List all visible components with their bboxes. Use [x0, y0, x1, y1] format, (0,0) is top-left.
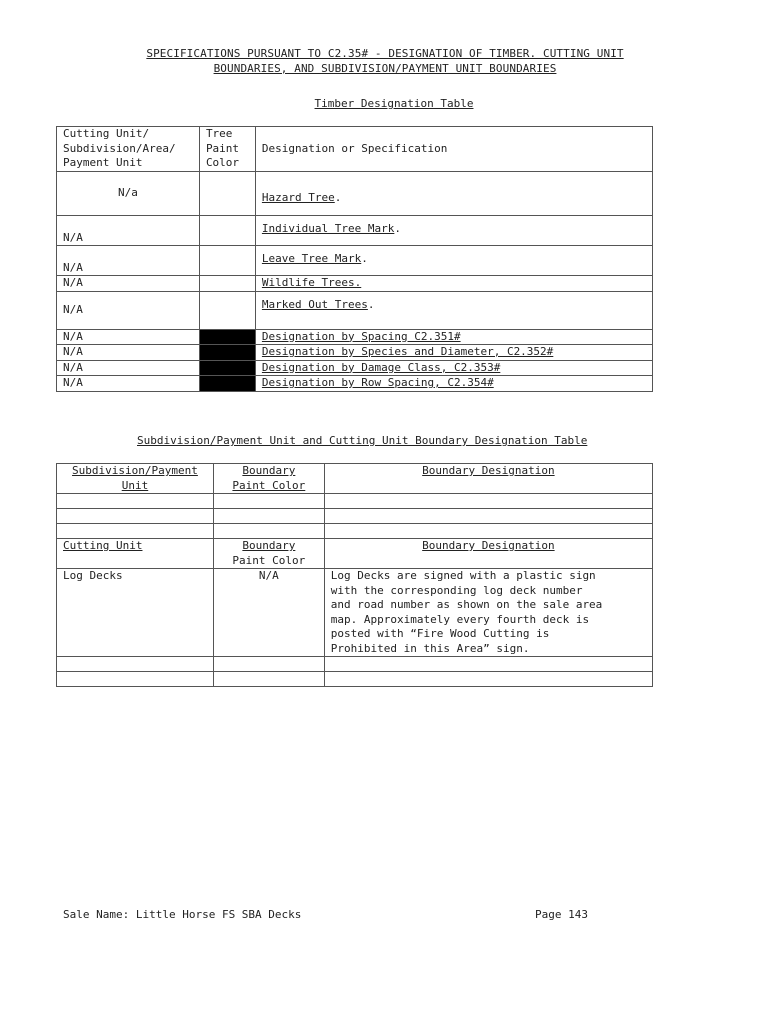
- designation-line: map. Approximately every fourth deck is: [330, 612, 590, 626]
- header-text: Cutting Unit/: [63, 127, 150, 140]
- header-text: Payment Unit: [63, 156, 143, 169]
- spec-cell: [255, 276, 652, 292]
- table-row: [57, 376, 653, 392]
- table-row: [57, 329, 653, 345]
- empty-cell: [213, 509, 324, 524]
- table-row: [57, 345, 653, 361]
- unit-cell: N/A: [57, 276, 200, 292]
- log-decks-color: N/A: [213, 569, 324, 657]
- header-cutting-unit: [57, 539, 214, 569]
- log-decks-designation: [324, 569, 652, 657]
- table-row: [57, 291, 653, 329]
- empty-cell: [57, 657, 214, 672]
- table-row: [57, 216, 653, 246]
- heading-line-1: SPECIFICATIONS PURSUANT TO C2.35# - DESIGNATION OF TIMBER. CUTTING UNIT: [146, 47, 624, 60]
- spec-cell: [255, 172, 652, 216]
- spec-cell: [255, 360, 652, 376]
- paint-swatch-black: [199, 376, 255, 392]
- log-decks-row: [57, 569, 653, 657]
- spec-link[interactable]: Individual Tree Mark: [261, 222, 395, 235]
- header-boundary-designation: [324, 539, 652, 569]
- header-boundary-paint: [213, 539, 324, 569]
- table-header-row: [57, 127, 653, 172]
- empty-row: [57, 657, 653, 672]
- heading-line-2: BOUNDARIES, AND SUBDIVISION/PAYMENT UNIT BOUNDARIES: [213, 62, 557, 75]
- empty-cell: [57, 509, 214, 524]
- designation-line: with the corresponding log deck number: [330, 583, 583, 597]
- empty-row: [57, 494, 653, 509]
- spec-link[interactable]: Hazard Tree: [261, 190, 335, 204]
- boundary-table-title: Subdivision/Payment Unit and Cutting Unit Boundary Designation Table: [137, 434, 588, 447]
- spec-cell: [255, 291, 652, 329]
- header-text: Boundary Designation: [422, 464, 555, 477]
- spec-link[interactable]: Designation by Row Spacing, C2.354#: [261, 376, 494, 389]
- spec-cell: [255, 345, 652, 361]
- spec-cell: [255, 376, 652, 392]
- log-decks-unit: Log Decks: [57, 569, 214, 657]
- subdivision-header-row: [57, 464, 653, 494]
- table-row: [57, 172, 653, 216]
- spec-suffix: .: [334, 190, 342, 204]
- empty-cell: [213, 672, 324, 687]
- spec-cell: [255, 246, 652, 276]
- unit-cell: N/A: [57, 246, 200, 276]
- spec-link[interactable]: Designation by Spacing C2.351#: [261, 329, 461, 343]
- empty-cell: [213, 494, 324, 509]
- spec-suffix: .: [367, 297, 375, 311]
- unit-cell: N/A: [57, 216, 200, 246]
- header-cutting-unit: [57, 127, 200, 172]
- empty-cell: [324, 509, 652, 524]
- paint-swatch-black: [199, 345, 255, 361]
- unit-cell: N/A: [57, 329, 200, 345]
- empty-cell: [57, 672, 214, 687]
- paint-cell: [199, 216, 255, 246]
- header-text: Subdivision/Area/: [63, 141, 176, 155]
- header-boundary-paint: [213, 464, 324, 494]
- spec-link[interactable]: Marked Out Trees: [261, 297, 368, 311]
- paint-cell: [199, 172, 255, 216]
- empty-row: [57, 524, 653, 539]
- header-paint-color: [199, 127, 255, 172]
- unit-cell: N/A: [57, 291, 200, 329]
- header-text: Paint Color: [232, 478, 306, 492]
- empty-cell: [57, 524, 214, 539]
- empty-cell: [213, 524, 324, 539]
- designation-line: posted with “Fire Wood Cutting is: [330, 627, 550, 640]
- spec-cell: [255, 329, 652, 345]
- header-text: Subdivision/Payment: [72, 464, 198, 477]
- designation-line: Prohibited in this Area” sign.: [330, 641, 530, 655]
- empty-row: [57, 509, 653, 524]
- empty-cell: [324, 657, 652, 672]
- header-text: Cutting Unit: [63, 539, 143, 552]
- paint-swatch-black: [199, 360, 255, 376]
- footer-page-number: Page 143: [535, 908, 588, 921]
- unit-cell: N/A: [57, 376, 200, 392]
- spec-link[interactable]: Designation by Species and Diameter, C2.352#: [261, 345, 554, 358]
- unit-cell: N/A: [57, 345, 200, 361]
- spec-cell: [255, 216, 652, 246]
- boundary-designation-table: [56, 463, 653, 687]
- header-text: Paint: [205, 141, 240, 155]
- empty-cell: [324, 524, 652, 539]
- spec-link[interactable]: Designation by Damage Class, C2.353#: [261, 360, 501, 374]
- unit-cell: N/a: [57, 172, 200, 216]
- header-text: Unit: [121, 478, 149, 492]
- header-text: Tree: [205, 127, 233, 140]
- timber-designation-table: [56, 126, 653, 392]
- empty-cell: [213, 657, 324, 672]
- table-row: [57, 360, 653, 376]
- header-text: Boundary: [242, 539, 296, 552]
- spec-suffix: .: [361, 252, 368, 265]
- paint-cell: [199, 246, 255, 276]
- table-row: [57, 246, 653, 276]
- paint-cell: [199, 291, 255, 329]
- spec-link[interactable]: Leave Tree Mark: [261, 252, 362, 265]
- header-subdivision-unit: [57, 464, 214, 494]
- header-text: Boundary: [242, 464, 296, 477]
- empty-cell: [57, 494, 214, 509]
- header-text: Color: [205, 156, 240, 169]
- header-text: Boundary Designation: [422, 539, 555, 552]
- spec-suffix: .: [394, 222, 401, 235]
- timber-table-title: [0, 97, 770, 110]
- page-heading: [0, 46, 770, 76]
- header-boundary-designation: [324, 464, 652, 494]
- designation-line: Log Decks are signed with a plastic sign: [330, 569, 596, 582]
- empty-cell: [324, 672, 652, 687]
- empty-row: [57, 672, 653, 687]
- paint-swatch-black: [199, 329, 255, 345]
- header-designation: Designation or Specification: [255, 127, 652, 172]
- unit-cell: N/A: [57, 360, 200, 376]
- header-text: Paint Color: [232, 553, 306, 567]
- cutting-unit-header-row: [57, 539, 653, 569]
- footer-sale-name: Sale Name: Little Horse FS SBA Decks: [63, 908, 302, 921]
- table-row: [57, 276, 653, 292]
- paint-cell: [199, 276, 255, 292]
- spec-link[interactable]: Wildlife Trees.: [261, 276, 362, 289]
- designation-line: and road number as shown on the sale area: [330, 598, 603, 611]
- timber-table-title-text: Timber Designation Table: [314, 97, 474, 110]
- empty-cell: [324, 494, 652, 509]
